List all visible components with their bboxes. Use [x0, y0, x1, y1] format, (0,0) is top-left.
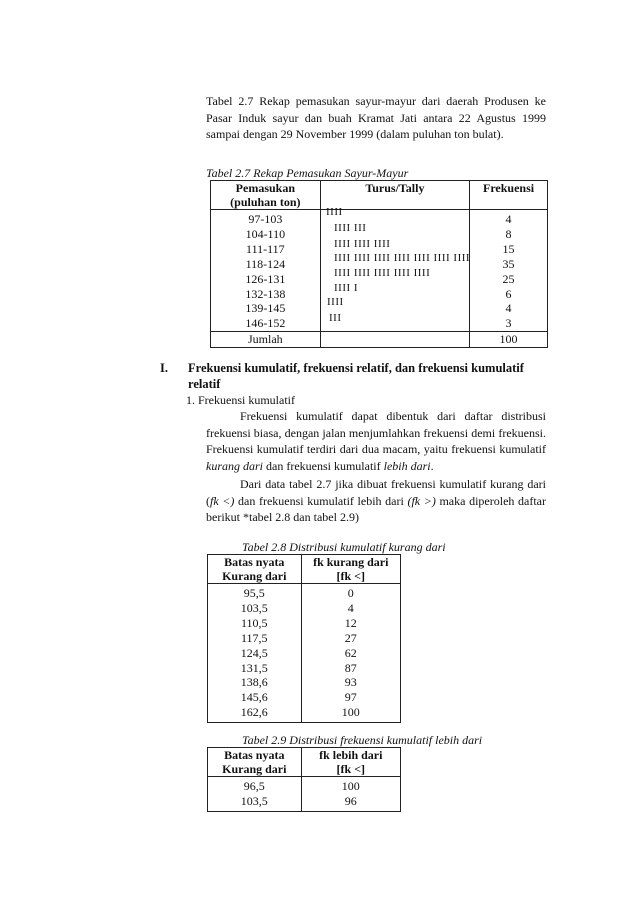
section-title: Frekuensi kumulatif, frekuensi relatif, dan frekuensi kumulatif relatif [188, 361, 524, 391]
table-2-8 [207, 554, 401, 723]
table-row: 146-152 [245, 316, 286, 331]
table-row: 117,5 [240, 630, 268, 645]
table-row: 8 [505, 226, 512, 241]
table-row: 95,5 [243, 586, 265, 600]
table-row: 87 [344, 660, 357, 675]
subsection-title: 1. Frekuensi kumulatif [186, 393, 295, 407]
t28-header-fk: fk kurang dari [fk <] [301, 555, 400, 584]
tally-mark: IIII I [334, 282, 359, 294]
t27-header-pemasukan: Pemasukan (puluhan ton) [211, 181, 321, 210]
table-row: 35 [502, 256, 515, 271]
table-row: 4 [505, 212, 512, 226]
t27-total-empty [320, 332, 469, 348]
table-row: 126-131 [245, 271, 286, 286]
table-row: 131,5 [240, 660, 268, 675]
table-row: 96,5 [243, 779, 265, 793]
t29-batas-col [208, 777, 302, 812]
table-row: 6 [505, 286, 512, 301]
table-row: 138,6 [240, 675, 268, 690]
section-marker: I. [160, 361, 168, 375]
t28-batas-col [208, 584, 302, 723]
paragraph-2: Dari data tabel 2.7 jika dibuat frekuensi kumulatif kurang dari (fk <) dan frekuensi kumulatif lebih dari (fk >) maka diperoleh daftar berikut *tabel 2.8 dan tabel 2.9) [206, 477, 547, 525]
table-2-7 [210, 180, 548, 348]
table-row: 145,6 [240, 690, 268, 705]
table-row: 118-124 [245, 256, 286, 271]
table-row: 96 [344, 793, 357, 808]
tally-mark: IIII IIII IIII IIII IIII IIII IIII [334, 252, 471, 264]
table-row: 0 [347, 586, 354, 600]
intro-paragraph: Tabel 2.7 Rekap pemasukan sayur-mayur dari daerah Produsen ke Pasar Induk sayur dan buah Kramat Jati antara 22 Agustus 1999 sampai dengan 29 November 1999 (dalam puluhan ton bulat). [206, 94, 546, 141]
tally-mark: IIII III [334, 222, 367, 234]
table-row: 93 [344, 675, 357, 690]
table-row: 62 [344, 645, 357, 660]
table-row: 15 [502, 241, 515, 256]
table-row: 111-117 [246, 241, 285, 256]
tally-mark: IIII [327, 296, 344, 308]
t27-header-tally: Turus/Tally [320, 181, 469, 210]
table-row: 139-145 [245, 301, 286, 316]
tally-mark: IIII [326, 206, 343, 218]
table-2-7-caption: Tabel 2.7 Rekap Pemasukan Sayur-Mayur [206, 166, 409, 180]
t27-total-label: Jumlah [211, 332, 321, 348]
table-row: 25 [502, 271, 515, 286]
tally-mark: IIII IIII IIII IIII IIII [334, 267, 431, 279]
t28-fk-col [301, 584, 400, 723]
tally-mark: III [329, 312, 342, 324]
t27-ranges [211, 210, 321, 332]
table-row: 27 [344, 630, 357, 645]
t28-header-batas: Batas nyata Kurang dari [208, 555, 302, 584]
table-row: 132-138 [245, 286, 286, 301]
t29-header-batas: Batas nyata Kurang dari [208, 748, 302, 777]
t29-fk-col [301, 777, 400, 812]
table-row: 124,5 [240, 645, 268, 660]
t27-total-value: 100 [470, 332, 548, 348]
table-row: 100 [341, 779, 360, 793]
table-row: 100 [341, 705, 360, 720]
table-row: 4 [347, 600, 354, 615]
t29-header-fk: fk lebih dari [fk <] [301, 748, 400, 777]
tally-mark: IIII IIII IIII [334, 238, 391, 250]
table-row: 103,5 [240, 600, 268, 615]
table-row: 104-110 [245, 226, 286, 241]
table-row: 12 [344, 615, 357, 630]
table-row: 3 [505, 316, 512, 331]
table-row: 103,5 [240, 793, 268, 808]
table-row: 110,5 [240, 615, 268, 630]
table-2-9 [207, 747, 401, 812]
table-row: 162,6 [240, 705, 268, 720]
table-row: 4 [505, 301, 512, 316]
table-row: 97 [344, 690, 357, 705]
t27-header-frekuensi: Frekuensi [470, 181, 548, 210]
paragraph-1: Frekuensi kumulatif dapat dibentuk dari daftar distribusi frekuensi biasa, dengan jalan menjumlahkan frekuensi demi frekuensi. Frekuensi kumulatif terdiri dari dua macam, yaitu frekuensi kumulatif kurang dari dan frekuensi kumulatif lebih dari. [206, 409, 546, 473]
table-2-9-caption: Tabel 2.9 Distribusi frekuensi kumulatif lebih dari [242, 733, 483, 747]
table-row: 97-103 [248, 212, 283, 226]
t27-freqs [470, 210, 548, 332]
table-2-8-caption: Tabel 2.8 Distribusi kumulatif kurang dari [242, 540, 446, 554]
